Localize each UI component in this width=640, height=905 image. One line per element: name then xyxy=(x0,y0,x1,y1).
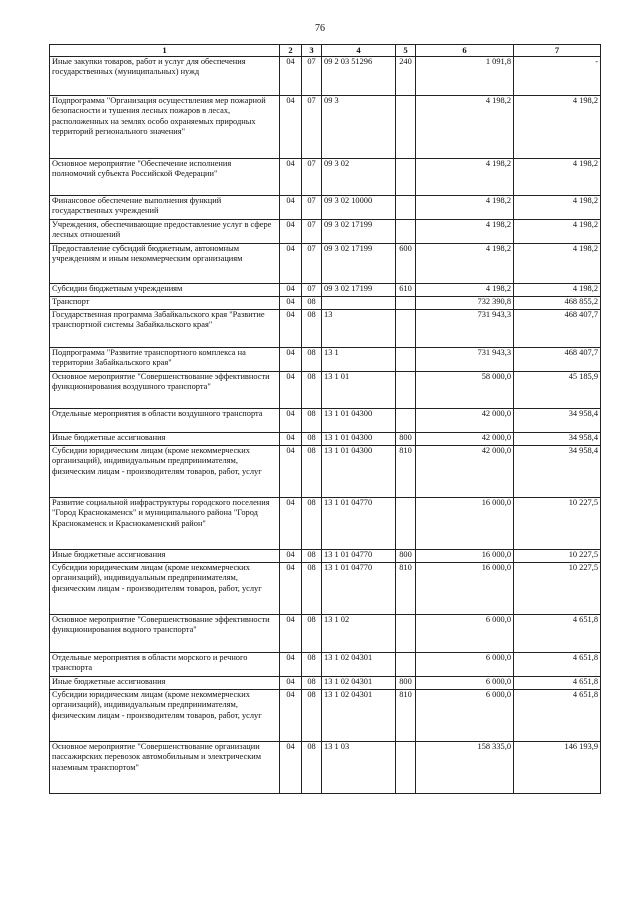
row-name: Отдельные мероприятия в области воздушного транспорта xyxy=(50,409,280,433)
row-target-article: 09 3 02 17199 xyxy=(322,244,396,284)
row-name: Государственная программа Забайкальского края "Развитие транспортной системы Забайкальского края" xyxy=(50,310,280,348)
row-subsection: 08 xyxy=(302,690,322,742)
table-row xyxy=(50,297,601,310)
table-row xyxy=(50,220,601,244)
header-row xyxy=(50,45,601,57)
header-col-4: 4 xyxy=(322,45,396,57)
row-subsection: 07 xyxy=(302,244,322,284)
row-expense-type: 800 xyxy=(396,433,416,446)
row-name: Подпрограмма "Организация осуществления мер пожарной безопасности и тушения лесных пожаров в лесах, расположенных на землях особо охраняемых природных территорий регионального значения" xyxy=(50,96,280,159)
row-section: 04 xyxy=(280,220,302,244)
row-target-article: 13 1 02 04301 xyxy=(322,690,396,742)
row-target-article: 13 1 01 04770 xyxy=(322,550,396,563)
row-amount-planned: 731 943,3 xyxy=(416,310,514,348)
header-col-6: 6 xyxy=(416,45,514,57)
row-subsection: 08 xyxy=(302,348,322,372)
row-name: Основное мероприятие "Обеспечение исполнения полномочий субъекта Российской Федерации" xyxy=(50,159,280,196)
row-amount-executed: 146 193,9 xyxy=(514,742,601,794)
row-subsection: 08 xyxy=(302,615,322,653)
page-number: 76 xyxy=(315,23,325,34)
header-col-2: 2 xyxy=(280,45,302,57)
row-amount-executed: 468 407,7 xyxy=(514,348,601,372)
row-subsection: 08 xyxy=(302,372,322,409)
row-amount-planned: 1 091,8 xyxy=(416,57,514,96)
row-name: Субсидии юридическим лицам (кроме некоммерческих организаций), индивидуальным предпринимателям, физическим лицам - производителям товаров, работ, услуг xyxy=(50,563,280,615)
table-row xyxy=(50,615,601,653)
row-name: Иные бюджетные ассигнования xyxy=(50,550,280,563)
row-section: 04 xyxy=(280,690,302,742)
row-name: Иные бюджетные ассигнования xyxy=(50,677,280,690)
row-subsection: 08 xyxy=(302,498,322,550)
row-expense-type xyxy=(396,409,416,433)
table-row xyxy=(50,653,601,677)
row-name: Предоставление субсидий бюджетным, автономным учреждениям и иным некоммерческим организациям xyxy=(50,244,280,284)
header-col-5: 5 xyxy=(396,45,416,57)
row-amount-planned: 4 198,2 xyxy=(416,96,514,159)
row-amount-planned: 58 000,0 xyxy=(416,372,514,409)
row-name: Иные закупки товаров, работ и услуг для обеспечения государственных (муниципальных) нужд xyxy=(50,57,280,96)
header-col-3: 3 xyxy=(302,45,322,57)
row-subsection: 07 xyxy=(302,96,322,159)
table-row xyxy=(50,284,601,297)
row-section: 04 xyxy=(280,433,302,446)
row-section: 04 xyxy=(280,244,302,284)
row-target-article: 13 1 01 04770 xyxy=(322,563,396,615)
table-row xyxy=(50,96,601,159)
row-name: Транспорт xyxy=(50,297,280,310)
row-expense-type xyxy=(396,653,416,677)
row-expense-type xyxy=(396,310,416,348)
row-target-article: 09 3 xyxy=(322,96,396,159)
row-target-article: 09 3 02 17199 xyxy=(322,220,396,244)
row-amount-executed: 4 651,8 xyxy=(514,653,601,677)
row-section: 04 xyxy=(280,297,302,310)
row-target-article: 13 1 01 xyxy=(322,372,396,409)
row-target-article: 09 3 02 xyxy=(322,159,396,196)
row-section: 04 xyxy=(280,677,302,690)
row-expense-type xyxy=(396,498,416,550)
row-expense-type xyxy=(396,615,416,653)
row-amount-executed: 4 651,8 xyxy=(514,690,601,742)
row-amount-executed: 34 958,4 xyxy=(514,433,601,446)
row-section: 04 xyxy=(280,615,302,653)
row-amount-executed: 4 198,2 xyxy=(514,244,601,284)
row-section: 04 xyxy=(280,159,302,196)
row-amount-executed: 468 855,2 xyxy=(514,297,601,310)
row-target-article: 09 3 02 10000 xyxy=(322,196,396,220)
header-col-7: 7 xyxy=(514,45,601,57)
row-amount-planned: 4 198,2 xyxy=(416,196,514,220)
table-row xyxy=(50,550,601,563)
row-name: Финансовое обеспечение выполнения функций государственных учреждений xyxy=(50,196,280,220)
row-amount-planned: 42 000,0 xyxy=(416,409,514,433)
row-target-article: 13 1 02 04301 xyxy=(322,653,396,677)
row-section: 04 xyxy=(280,57,302,96)
row-amount-planned: 6 000,0 xyxy=(416,690,514,742)
row-amount-executed: 4 198,2 xyxy=(514,284,601,297)
row-amount-executed: 10 227,5 xyxy=(514,563,601,615)
row-subsection: 07 xyxy=(302,159,322,196)
table-row xyxy=(50,348,601,372)
row-expense-type: 800 xyxy=(396,550,416,563)
row-amount-planned: 16 000,0 xyxy=(416,550,514,563)
row-section: 04 xyxy=(280,498,302,550)
row-amount-executed: 10 227,5 xyxy=(514,550,601,563)
row-target-article: 09 3 02 17199 xyxy=(322,284,396,297)
row-expense-type: 600 xyxy=(396,244,416,284)
row-expense-type: 810 xyxy=(396,690,416,742)
row-amount-executed: 468 407,7 xyxy=(514,310,601,348)
table-row xyxy=(50,446,601,498)
row-target-article: 13 1 01 04770 xyxy=(322,498,396,550)
table-row xyxy=(50,310,601,348)
row-amount-planned: 732 390,8 xyxy=(416,297,514,310)
row-expense-type xyxy=(396,96,416,159)
row-expense-type xyxy=(396,220,416,244)
table-row xyxy=(50,372,601,409)
row-name: Основное мероприятие "Совершенствование эффективности функционирования водного транспорта" xyxy=(50,615,280,653)
row-section: 04 xyxy=(280,196,302,220)
row-target-article: 13 1 02 04301 xyxy=(322,677,396,690)
row-amount-planned: 4 198,2 xyxy=(416,244,514,284)
row-expense-type xyxy=(396,742,416,794)
row-target-article: 13 1 01 04300 xyxy=(322,446,396,498)
row-amount-executed: 34 958,4 xyxy=(514,409,601,433)
row-target-article: 13 xyxy=(322,310,396,348)
row-amount-planned: 16 000,0 xyxy=(416,498,514,550)
row-section: 04 xyxy=(280,409,302,433)
row-amount-executed: 4 651,8 xyxy=(514,677,601,690)
row-name: Основное мероприятие "Совершенствование организации пассажирских перевозок автомобильным и электрическим наземным транспортом" xyxy=(50,742,280,794)
table-row xyxy=(50,498,601,550)
row-name: Иные бюджетные ассигнования xyxy=(50,433,280,446)
row-amount-planned: 6 000,0 xyxy=(416,653,514,677)
row-target-article: 13 1 01 04300 xyxy=(322,433,396,446)
row-subsection: 08 xyxy=(302,433,322,446)
header-col-1: 1 xyxy=(50,45,280,57)
row-name: Субсидии юридическим лицам (кроме некоммерческих организаций), индивидуальным предпринимателям, физическим лицам - производителям товаров, работ, услуг xyxy=(50,690,280,742)
row-target-article: 13 1 03 xyxy=(322,742,396,794)
row-subsection: 08 xyxy=(302,563,322,615)
row-expense-type xyxy=(396,348,416,372)
row-name: Подпрограмма "Развитие транспортного комплекса на территории Забайкальского края" xyxy=(50,348,280,372)
row-target-article: 13 1 01 04300 xyxy=(322,409,396,433)
row-section: 04 xyxy=(280,310,302,348)
row-section: 04 xyxy=(280,742,302,794)
row-subsection: 07 xyxy=(302,57,322,96)
row-amount-planned: 6 000,0 xyxy=(416,615,514,653)
row-amount-planned: 4 198,2 xyxy=(416,159,514,196)
table-row xyxy=(50,409,601,433)
row-expense-type: 810 xyxy=(396,446,416,498)
row-name: Основное мероприятие "Совершенствование эффективности функционирования воздушного транспорта" xyxy=(50,372,280,409)
row-expense-type: 810 xyxy=(396,563,416,615)
row-section: 04 xyxy=(280,284,302,297)
row-expense-type: 610 xyxy=(396,284,416,297)
row-name: Учреждения, обеспечивающие предоставление услуг в сфере лесных отношений xyxy=(50,220,280,244)
table-row xyxy=(50,196,601,220)
row-amount-executed: 4 198,2 xyxy=(514,96,601,159)
row-amount-executed: - xyxy=(514,57,601,96)
row-section: 04 xyxy=(280,446,302,498)
table-body xyxy=(50,57,601,794)
row-section: 04 xyxy=(280,550,302,563)
table-row xyxy=(50,742,601,794)
row-subsection: 08 xyxy=(302,310,322,348)
row-expense-type xyxy=(396,297,416,310)
row-subsection: 08 xyxy=(302,297,322,310)
table-row xyxy=(50,159,601,196)
row-name: Отдельные мероприятия в области морского и речного транспорта xyxy=(50,653,280,677)
row-section: 04 xyxy=(280,348,302,372)
row-subsection: 08 xyxy=(302,550,322,563)
row-subsection: 08 xyxy=(302,677,322,690)
row-expense-type xyxy=(396,159,416,196)
row-amount-planned: 6 000,0 xyxy=(416,677,514,690)
row-amount-planned: 4 198,2 xyxy=(416,284,514,297)
row-subsection: 08 xyxy=(302,653,322,677)
table-row xyxy=(50,57,601,96)
row-subsection: 08 xyxy=(302,409,322,433)
row-amount-planned: 16 000,0 xyxy=(416,563,514,615)
row-target-article: 13 1 xyxy=(322,348,396,372)
row-amount-executed: 4 198,2 xyxy=(514,196,601,220)
row-name: Развитие социальной инфраструктуры городского поселения "Город Краснокаменск" и муниципального района "Город Краснокаменск и Краснокаменский район" xyxy=(50,498,280,550)
table-row xyxy=(50,677,601,690)
row-amount-executed: 10 227,5 xyxy=(514,498,601,550)
row-section: 04 xyxy=(280,372,302,409)
row-amount-planned: 42 000,0 xyxy=(416,433,514,446)
table-row xyxy=(50,433,601,446)
row-name: Субсидии юридическим лицам (кроме некоммерческих организаций), индивидуальным предпринимателям, физическим лицам - производителям товаров, работ, услуг xyxy=(50,446,280,498)
row-section: 04 xyxy=(280,563,302,615)
row-amount-planned: 158 335,0 xyxy=(416,742,514,794)
row-target-article: 09 2 03 51296 xyxy=(322,57,396,96)
row-target-article: 13 1 02 xyxy=(322,615,396,653)
row-name: Субсидии бюджетным учреждениям xyxy=(50,284,280,297)
row-expense-type: 240 xyxy=(396,57,416,96)
row-subsection: 07 xyxy=(302,220,322,244)
budget-table xyxy=(49,44,601,794)
row-subsection: 07 xyxy=(302,196,322,220)
row-subsection: 08 xyxy=(302,446,322,498)
row-expense-type xyxy=(396,372,416,409)
row-amount-planned: 731 943,3 xyxy=(416,348,514,372)
row-subsection: 07 xyxy=(302,284,322,297)
row-amount-executed: 4 651,8 xyxy=(514,615,601,653)
table-row xyxy=(50,244,601,284)
row-target-article xyxy=(322,297,396,310)
row-amount-executed: 4 198,2 xyxy=(514,159,601,196)
row-section: 04 xyxy=(280,96,302,159)
row-subsection: 08 xyxy=(302,742,322,794)
table-row xyxy=(50,690,601,742)
row-amount-executed: 45 185,9 xyxy=(514,372,601,409)
row-amount-planned: 42 000,0 xyxy=(416,446,514,498)
row-amount-executed: 4 198,2 xyxy=(514,220,601,244)
row-expense-type xyxy=(396,196,416,220)
row-section: 04 xyxy=(280,653,302,677)
row-expense-type: 800 xyxy=(396,677,416,690)
row-amount-planned: 4 198,2 xyxy=(416,220,514,244)
table-row xyxy=(50,563,601,615)
row-amount-executed: 34 958,4 xyxy=(514,446,601,498)
